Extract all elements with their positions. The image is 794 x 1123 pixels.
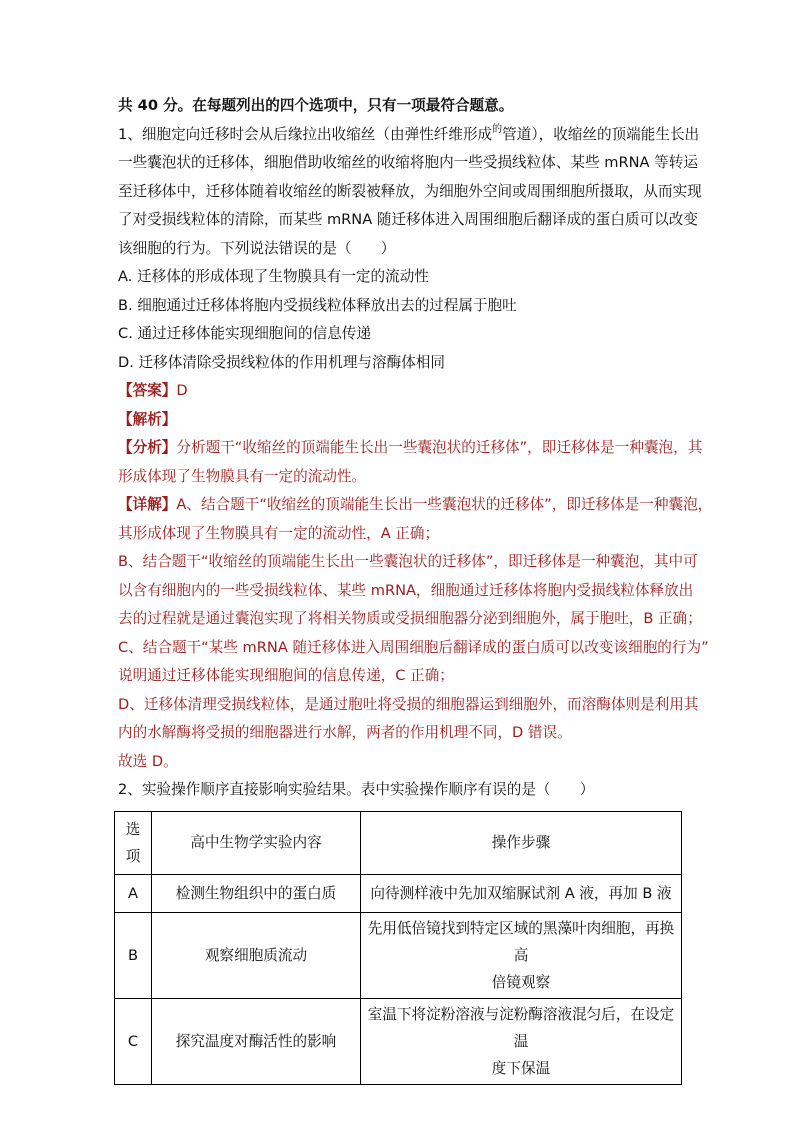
table-header-row: [115, 811, 682, 874]
q1-stem-line-5: 该细胞的行为。下列说法错误的是（ ）: [118, 239, 396, 257]
row-steps: 先用低倍镜找到特定区域的黑藻叶肉细胞，再换高 倍镜观察: [361, 912, 682, 998]
q1-option-d: D. 迁移体清除受损线粒体的作用机理与溶酶体相同: [118, 353, 445, 371]
q1-detail-line-3: B、结合题干“收缩丝的顶端能生长出一些囊泡状的迁移体”，即迁移体是一种囊泡，其中可: [118, 553, 698, 570]
q1-detail-line-8: D、迁移体清理受损线粒体，是通过胞吐将受损的细胞器运到细胞外，而溶酶体则是利用其: [118, 695, 699, 713]
q1-fenxi-line-1: 【分析】分析题干“收缩丝的顶端能生长出一些囊泡状的迁移体”，即迁移体是一种囊泡，其: [118, 439, 703, 456]
q1-detail-line-5: 去的过程就是通过囊泡实现了将相关物质或受损细胞器分泌到细胞外，属于胞吐，B 正确；: [118, 610, 702, 627]
row-steps: 室温下将淀粉溶液与淀粉酶溶液混匀后，在设定温 度下保温: [361, 998, 682, 1084]
section-intro: 共 40 分。在每题列出的四个选项中，只有一项最符合题意。: [118, 97, 514, 114]
q1-detail-line-6: C、结合题干“某些 mRNA 随迁移体进入周围细胞后翻译成的蛋白质可以改变该细胞的行为”: [118, 638, 709, 656]
q1-fenxi-line-2: 形成体现了生物膜具有一定的流动性。: [118, 467, 367, 485]
q1-stem-line-1: 1、细胞定向迁移时会从后缘拉出收缩丝（由弹性纤维形成$^的$管道），收缩丝的顶端能生长出: [118, 123, 700, 143]
q2-stem: 2、实验操作顺序直接影响实验结果。表中实验操作顺序有误的是（ ）: [118, 781, 595, 798]
row-content: 探究温度对酶活性的影响: [152, 998, 361, 1084]
question-1: [118, 121, 713, 777]
q1-detail-line-7: 说明通过迁移体能实现细胞间的信息传递，C 正确；: [118, 667, 454, 684]
row-option: B: [115, 912, 152, 998]
table-row: [115, 874, 682, 912]
table-row: [115, 998, 682, 1084]
q1-detail-line-2: 其形成体现了生物膜具有一定的流动性，A 正确；: [118, 524, 440, 542]
q1-option-a: A. 迁移体的形成体现了生物膜具有一定的流动性: [118, 268, 429, 285]
row-content: 检测生物组织中的蛋白质: [152, 874, 361, 912]
q1-stem-line-3: 至迁移体中，迁移体随着收缩丝的断裂被释放，为细胞外空间或周围细胞所摄取，从而实现: [118, 182, 702, 200]
row-option: C: [115, 998, 152, 1084]
header-content: 高中生物学实验内容: [152, 811, 361, 874]
q1-stem-line-2: 一些囊泡状的迁移体，细胞借助收缩丝的收缩将胞内一些受损线粒体、某些 mRNA 等转运: [118, 154, 698, 171]
q1-detail-line-9: 内的水解酶将受损的细胞器进行水解，两者的作用机理不同，D 错误。: [118, 724, 572, 741]
row-option: A: [115, 874, 152, 912]
q1-analysis-heading: 【解析】: [118, 410, 177, 428]
table-row: [115, 912, 682, 998]
row-content: 观察细胞质流动: [152, 912, 361, 998]
q1-detail-line-4: 以含有细胞内的一些受损线粒体、某些 mRNA，细胞通过迁移体将胞内受损线粒体释放出: [118, 581, 694, 599]
q1-option-c: C. 通过迁移体能实现细胞间的信息传递: [118, 325, 371, 342]
document-page: [118, 92, 713, 1085]
q1-detail-line-1: 【详解】A、结合题干“收缩丝的顶端能生长出一些囊泡状的迁移体”，即迁移体是一种囊泡，: [118, 496, 713, 513]
question-2: [118, 776, 684, 1085]
row-steps: 向待测样液中先加双缩脲试剂 A 液，再加 B 液: [361, 874, 682, 912]
q1-conclusion: 故选 D。: [118, 752, 178, 770]
q1-option-b: B. 细胞通过迁移体将胞内受损线粒体释放出去的过程属于胞吐: [118, 296, 517, 314]
experiment-table: [114, 811, 682, 1085]
q1-stem-line-4: 了对受损线粒体的清除，而某些 mRNA 随迁移体进入周围细胞后翻译成的蛋白质可以改变: [118, 211, 698, 228]
header-steps: 操作步骤: [361, 811, 682, 874]
q1-stem-note: 的: [492, 123, 503, 135]
header-option: 选 项: [115, 811, 152, 874]
q1-answer: 【答案】D: [118, 382, 188, 399]
